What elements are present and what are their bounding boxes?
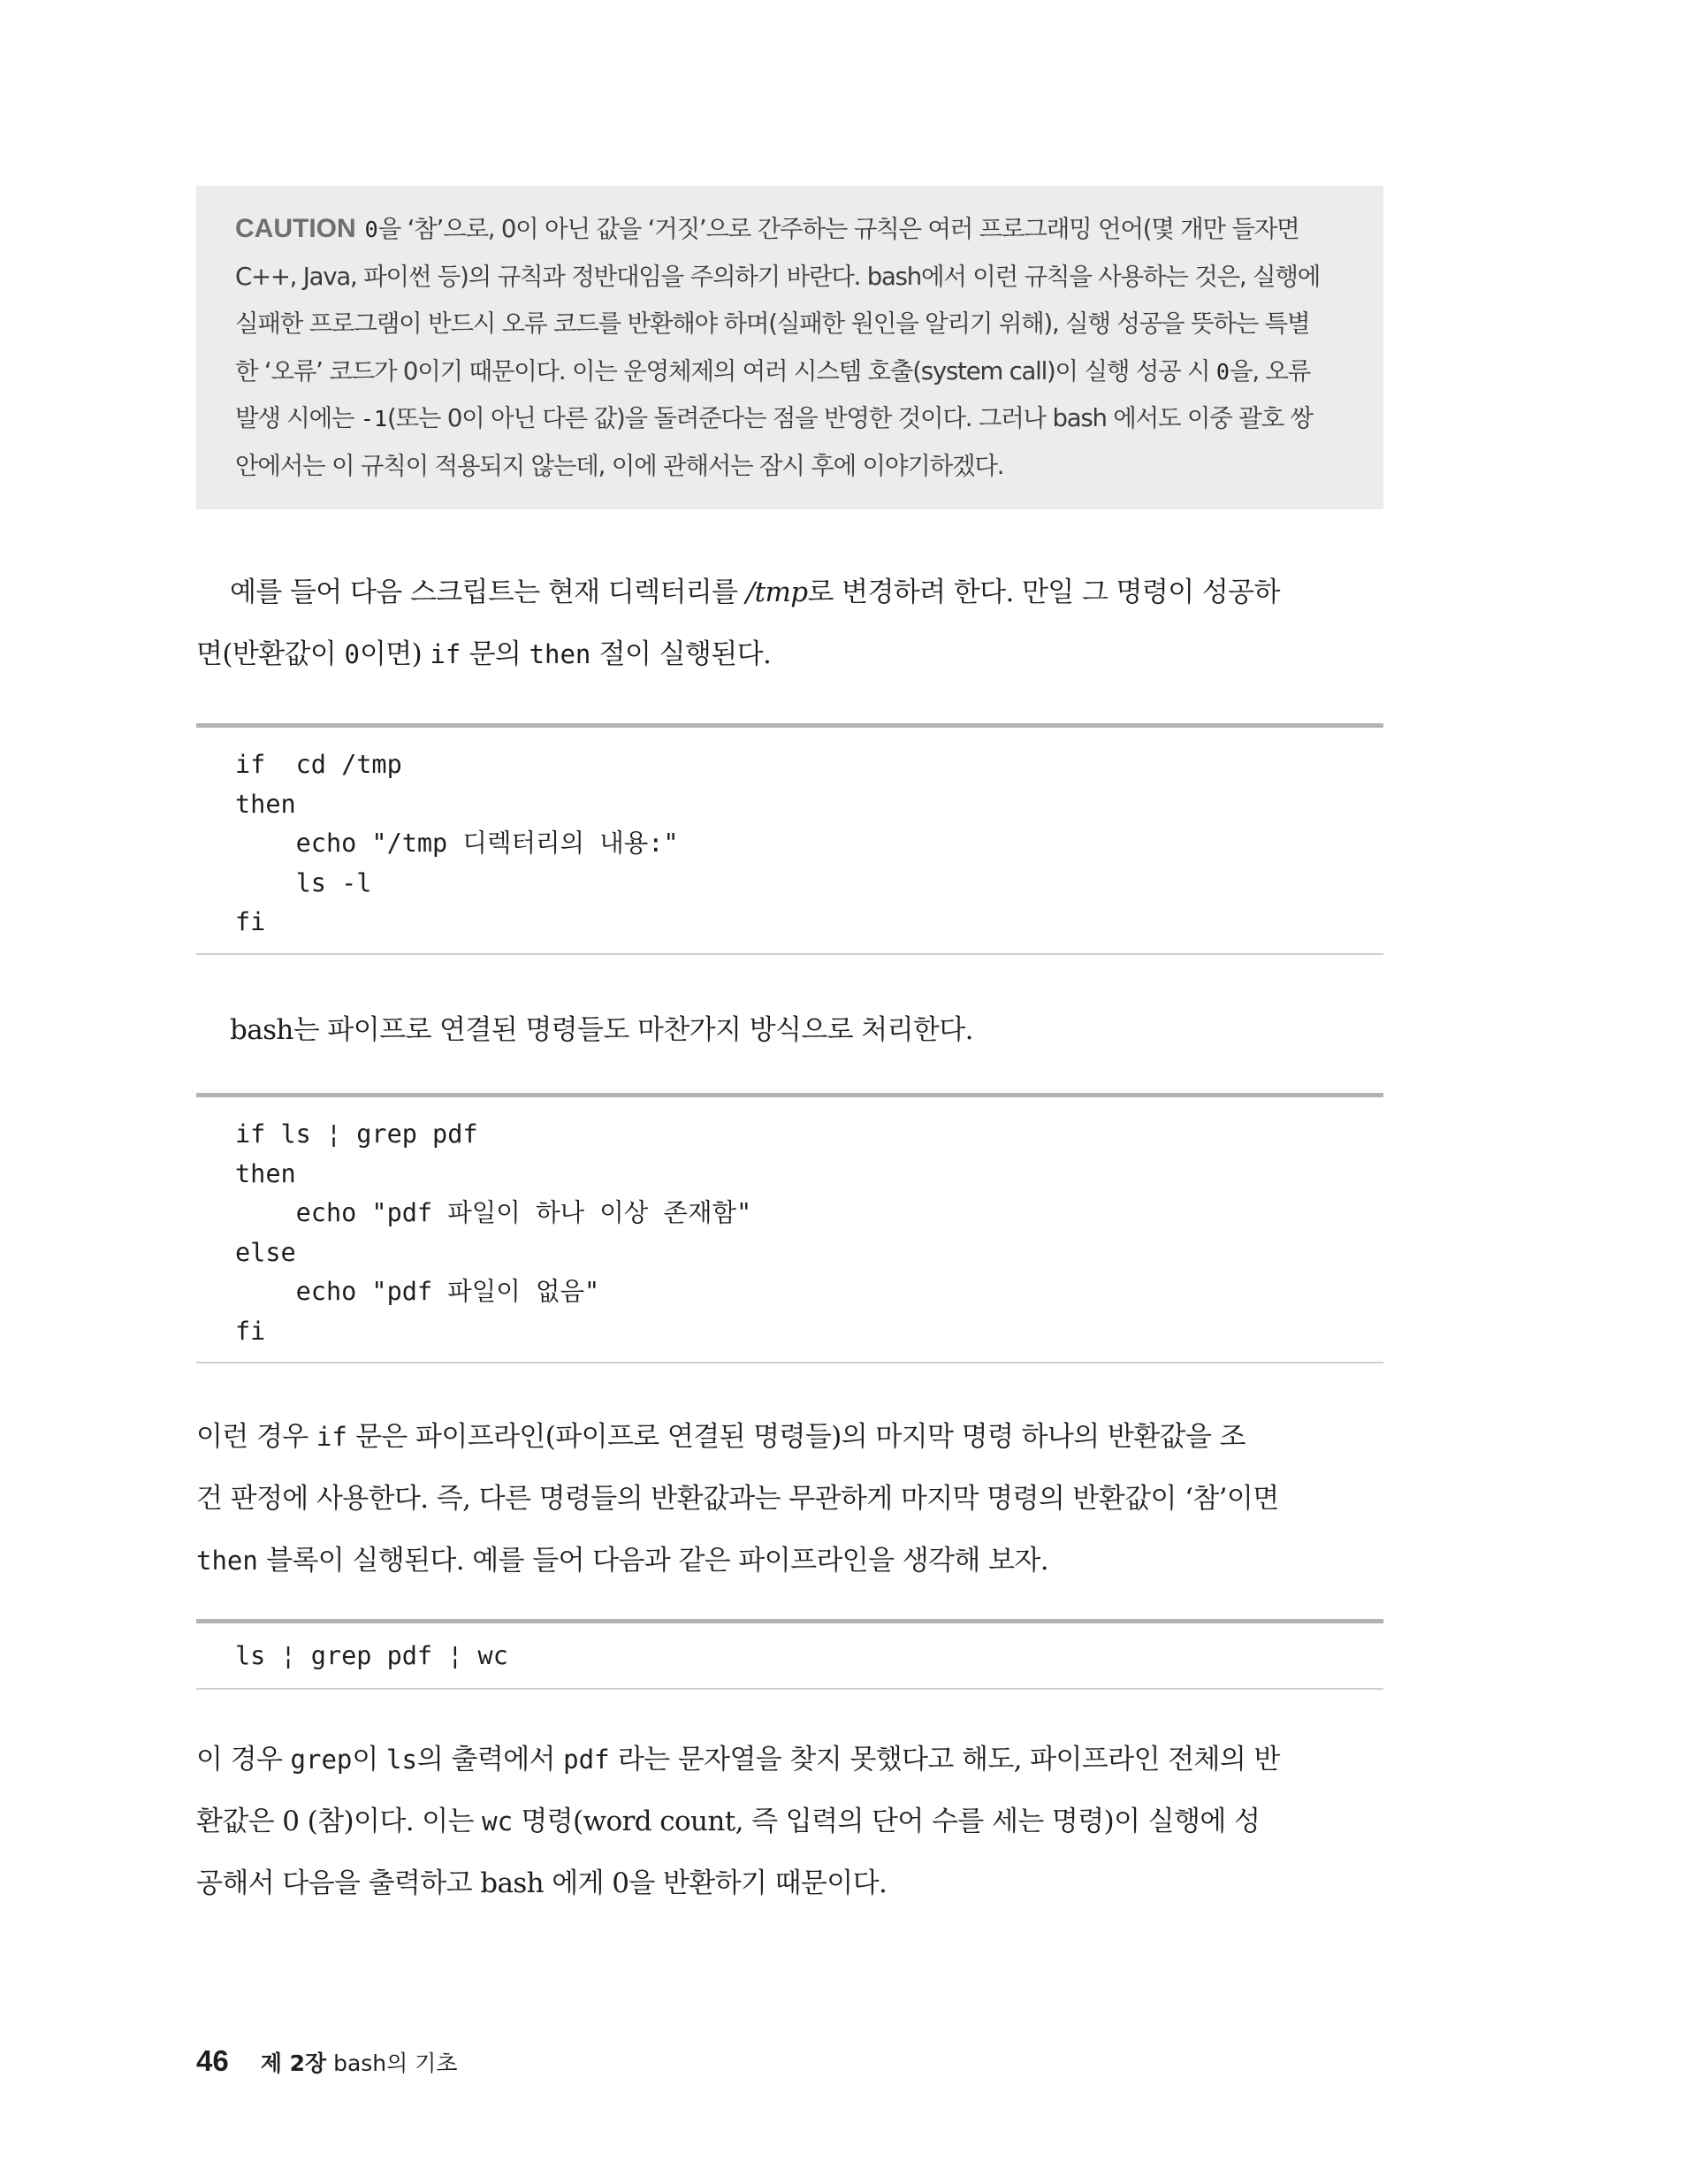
page-footer	[196, 2044, 458, 2078]
code-block-2	[196, 1093, 1383, 1363]
caution-line-3: 실패한 프로그램이 반드시 오류 코드를 반환해야 하며(실패한 원인을 알리기 위해), 실행 성공을 뜻하는 특별	[235, 309, 1310, 338]
caution-line-6: 안에서는 이 규칙이 적용되지 않는데, 이에 관해서는 잠시 후에 이야기하겠다.	[235, 451, 1004, 480]
code-block-1	[196, 723, 1383, 955]
paragraph-1: 예를 들어 다음 스크립트는 현재 디렉터리를 /tmp로 변경하려 한다. 만일 그 명령이 성공하 면(반환값이 0이면) if 문의 then 절이 실행된다.	[196, 577, 1280, 670]
page-number: 46	[196, 2044, 229, 2077]
caution-box	[196, 186, 1383, 509]
paragraph-3: 이런 경우 if 문은 파이프라인(파이프로 연결된 명령들)의 마지막 명령 하나의 반환값을 조 건 판정에 사용한다. 즉, 다른 명령들의 반환값과는 무관하게 마지막 명령의 반환값이 ‘참’이면 then 블록이 실행된다. 예를 들어 다음과 같은 파이프라인을 생각해 보자.	[196, 1421, 1279, 1577]
caution-line-5: 발생 시에는 -1(또는 0이 아닌 다른 값)을 돌려준다는 점을 반영한 것이다. 그러나 bash 에서도 이중 괄호 쌍	[235, 404, 1313, 432]
paragraph-2: bash는 파이프로 연결된 명령들도 마찬가지 방식으로 처리한다.	[230, 1014, 973, 1046]
path-tmp: /tmp	[745, 577, 808, 608]
code-listing-2: if ls ¦ grep pdf then echo "pdf 파일이 하나 이상 존재함" else echo "pdf 파일이 없음" fi	[235, 1119, 752, 1346]
code-listing-3: ls ¦ grep pdf ¦ wc	[235, 1641, 508, 1670]
caution-line-4: 한 ‘오류’ 코드가 0이기 때문이다. 이는 운영체제의 여러 시스템 호출(system call)이 실행 성공 시 0을, 오류	[235, 356, 1311, 386]
caution-line-2: C++, Java, 파이썬 등)의 규칙과 정반대임을 주의하기 바란다. bash에서 이런 규칙을 사용하는 것은, 실행에	[235, 262, 1321, 291]
paragraph-4: 이 경우 grep이 ls의 출력에서 pdf 라는 문자열을 찾지 못했다고 해도, 파이프라인 전체의 반 환값은 0 (참)이다. 이는 wc 명령(word count, 즉 입력의 단어 수를 세는 명령)이 실행에 성 공해서 다음을 출력하고 bash 에게 0을 반환하기 때문이다.	[196, 1744, 1280, 1899]
code-block-3	[196, 1619, 1383, 1690]
code-listing-1: if cd /tmp then echo "/tmp 디렉터리의 내용:" ls -l fi	[235, 750, 679, 936]
chapter-heading: 제 2장 bash의 기초	[260, 2050, 458, 2076]
caution-label: CAUTION	[235, 214, 356, 243]
caution-line-1: CAUTION 0을 ‘참’으로, 0이 아닌 값을 ‘거짓’으로 간주하는 규칙은 여러 프로그래밍 언어(몇 개만 들자면	[235, 214, 1299, 243]
